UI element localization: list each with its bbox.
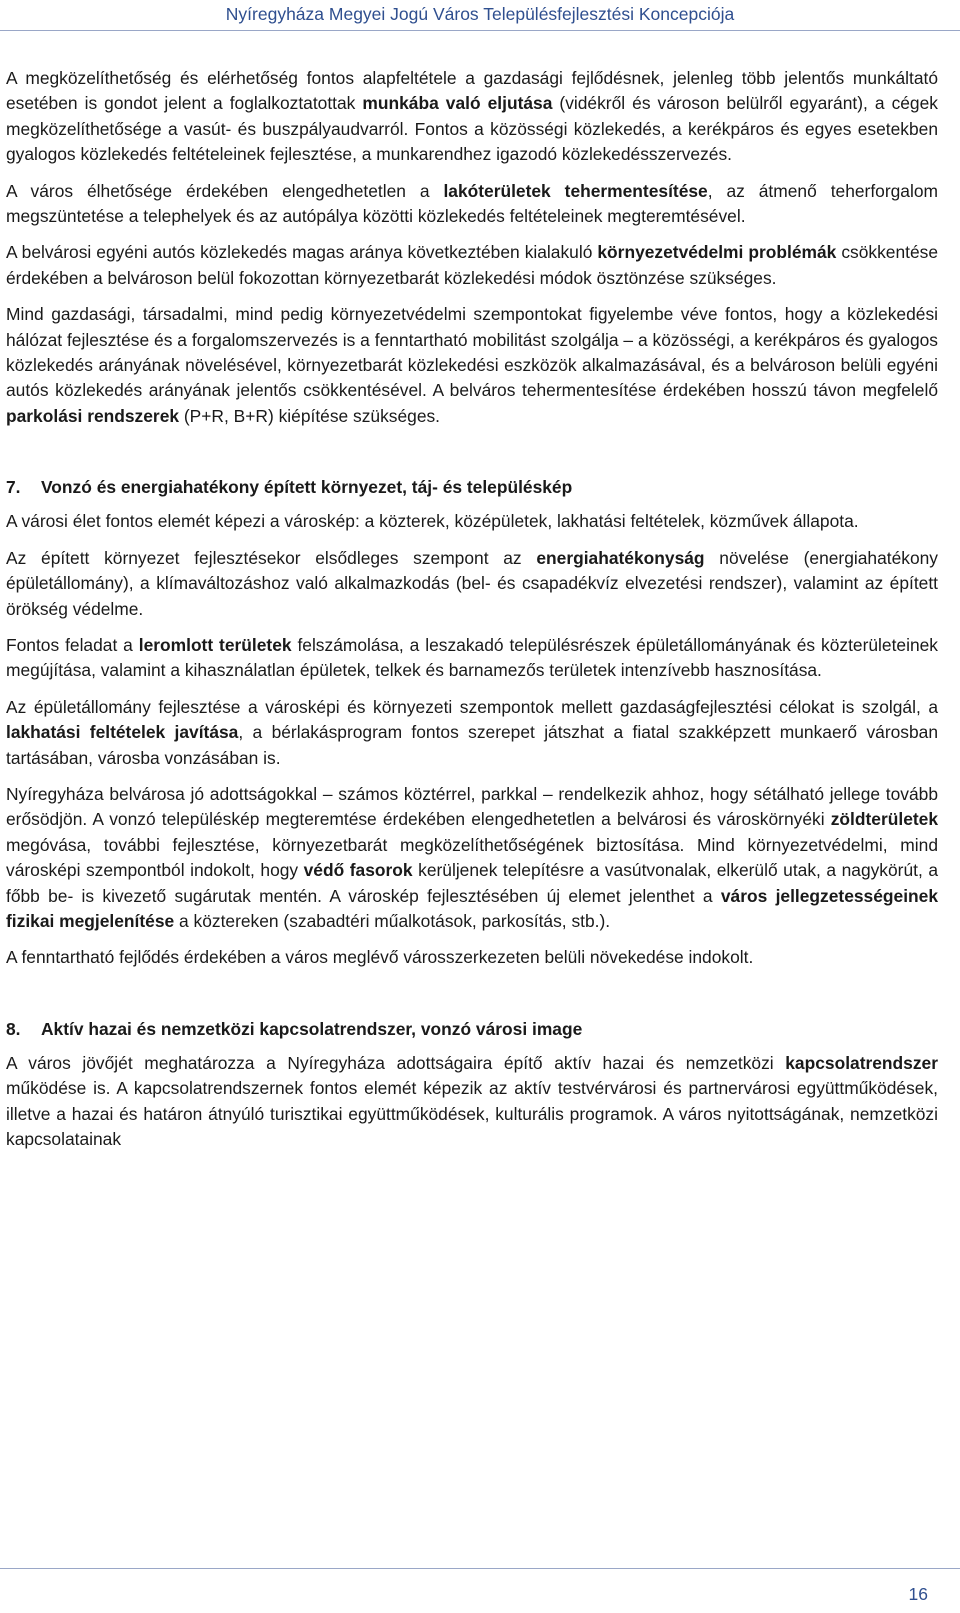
paragraph [6, 179, 938, 230]
text-run: csökkentése érdekében a belvároson belül fokozottan környezetbarát közlekedési módok ösztönzése szükséges. [6, 242, 938, 288]
text-run: A város jövőjét meghatározza a Nyíregyháza adottságaira építő aktív hazai és nemzetközi [6, 1052, 786, 1073]
section-8-title: Aktív hazai és nemzetközi kapcsolatrendszer, vonzó városi image [41, 1018, 583, 1039]
running-header [0, 0, 960, 30]
text-run: (vidékről és városon belülről egyaránt), a cégek megközelíthetősége a vasút- és buszpályaudvarról. Fontos a közösségi közlekedés, a kerékpáros és egyes esetekben gyalogos közlekedés feltételeinek fejlesztése, a munkarendhez igazodó közlekedésszervezés. [6, 93, 938, 165]
text-run: , az átmenő teherforgalom megszüntetése a telephelyek és az autópálya közötti közlekedés feltételeinek megteremtésével. [6, 180, 938, 227]
text-run: , a bérlakásprogram fontos szerepet játszhat a fiatal szakképzett munkaerő városban tartásában, városba vonzásában is. [6, 722, 938, 768]
section-spacer [6, 982, 938, 1017]
bold-phrase: zöldterületek [830, 809, 938, 830]
paragraph [6, 945, 938, 970]
bold-phrase: védő fasorok [303, 860, 413, 881]
text-run: (P+R, B+R) kiépítése szükséges. [179, 405, 441, 426]
intro-paragraphs [6, 66, 938, 429]
section-8-number: 8. [6, 1018, 21, 1039]
bold-phrase: leromlott területek [138, 634, 292, 655]
text-run: Az épületállomány fejlesztése a városképi és környezeti szempontok mellett gazdaságfejlesztési célokat is szolgál, a [6, 696, 938, 717]
paragraph [6, 302, 938, 429]
section-8-heading [6, 1017, 938, 1041]
section-7-number: 7. [6, 477, 21, 498]
text-run: kerüljenek telepítésre a vasútvonalak, elkerülő utak, a nagykörút, a főbb be- is kivezető sugárutak mentén. A városkép fejlesztésében új elemet jelenthet a [6, 860, 939, 906]
page-number: 16 [908, 1584, 928, 1604]
text-run: A város élhetősége érdekében elengedhetetlen a [6, 180, 444, 201]
header-divider [0, 30, 960, 31]
paragraph [6, 695, 938, 771]
section-7-title: Vonzó és energiahatékony épített környezet, táj- és településkép [41, 477, 573, 498]
text-run: felszámolása, a leszakadó településrészek épületállományának és közterületeinek megújítása, valamint a kihasználatlan épületek, telkek és barnamezős területek intenzívebb hasznosítása. [6, 634, 939, 681]
text-run: Az épített környezet fejlesztésekor elsődleges szempont az [6, 547, 537, 568]
bold-phrase: város jellegzetességeinek fizikai megjelenítése [6, 885, 938, 931]
text-run: Mind gazdasági, társadalmi, mind pedig környezetvédelmi szempontokat figyelembe véve fontos, hogy a közlekedési hálózat fejlesztése és a forgalomszervezés is a fenntartható mobilitást szolgálja – a közösségi, a kerékpáros és gyalogos közlekedés arányának növelésével, környezetbarát közlekedési eszközök alkalmazásával, és a belvároson belüli egyéni autós közlekedés arányának jelentős csökkentésével. A belváros tehermentesítése érdekében hosszú távon megfelelő [6, 304, 938, 401]
document-title: Nyíregyháza Megyei Jogú Város Településfejlesztési Koncepciója [225, 4, 735, 24]
text-run: A megközelíthetőség és elérhetőség fontos alapfeltétele a gazdasági fejlődésnek, jelenleg több jelentős munkáltató esetében is gondot jelent a foglalkoztatottak [6, 68, 938, 114]
bold-phrase: kapcsolatrendszer [785, 1052, 938, 1073]
section-7-paragraphs [6, 509, 938, 971]
paragraph [6, 66, 938, 168]
text-run: megóvása, további fejlesztése, környezetbarát megközelíthetőségének biztosítása. Mind környezetvédelmi, mind városképi szempontból indokolt, hogy [6, 834, 938, 881]
text-run: a köztereken (szabadtéri műalkotások, parkosítás, stb.). [174, 910, 611, 931]
footer-divider [0, 1568, 960, 1569]
text-run: A városi élet fontos elemét képezi a városkép: a közterek, középületek, lakhatási feltételek, közművek állapota. [6, 511, 859, 532]
text-run: A belvárosi egyéni autós közlekedés magas aránya következtében kialakuló [6, 242, 598, 263]
page-body [6, 66, 938, 1163]
bold-phrase: lakhatási feltételek javítása [6, 722, 239, 743]
paragraph [6, 1051, 938, 1153]
bold-phrase: lakóterületek tehermentesítése [443, 180, 708, 201]
bold-phrase: környezetvédelmi problémák [597, 242, 837, 263]
text-run: működése is. A kapcsolatrendszernek fontos elemét képezik az aktív testvérvárosi és partnervárosi együttműködések, illetve a hazai és határon átnyúló turisztikai együttműködések, kulturális programok. A város nyitottságának, nemzetközi kapcsolatainak [6, 1078, 938, 1149]
section-spacer [6, 440, 938, 475]
paragraph [6, 240, 938, 291]
paragraph [6, 509, 938, 534]
bold-phrase: parkolási rendszerek [6, 405, 180, 426]
section-8-paragraphs [6, 1051, 938, 1153]
paragraph [6, 633, 938, 684]
bold-phrase: munkába való eljutása [362, 93, 553, 114]
text-run: Fontos feladat a [6, 634, 139, 655]
text-run: A fenntartható fejlődés érdekében a város meglévő városszerkezeten belüli növekedése indokolt. [6, 947, 754, 968]
section-7-heading [6, 475, 938, 499]
bold-phrase: energiahatékonyság [536, 547, 705, 568]
paragraph [6, 546, 938, 622]
text-run: növelése (energiahatékony épületállomány), a klímaváltozáshoz való alkalmazkodás (bel- és csapadékvíz elvezetési rendszer), valamint az épített örökség védelme. [6, 547, 938, 619]
paragraph [6, 782, 938, 934]
text-run: Nyíregyháza belvárosa jó adottságokkal – számos köztérrel, parkkal – rendelkezik ahhoz, hogy sétálható jellege tovább erősödjön. A vonzó településkép megteremtése érdekében elengedhetetlen a belvárosi és városkörnyéki [6, 783, 938, 830]
